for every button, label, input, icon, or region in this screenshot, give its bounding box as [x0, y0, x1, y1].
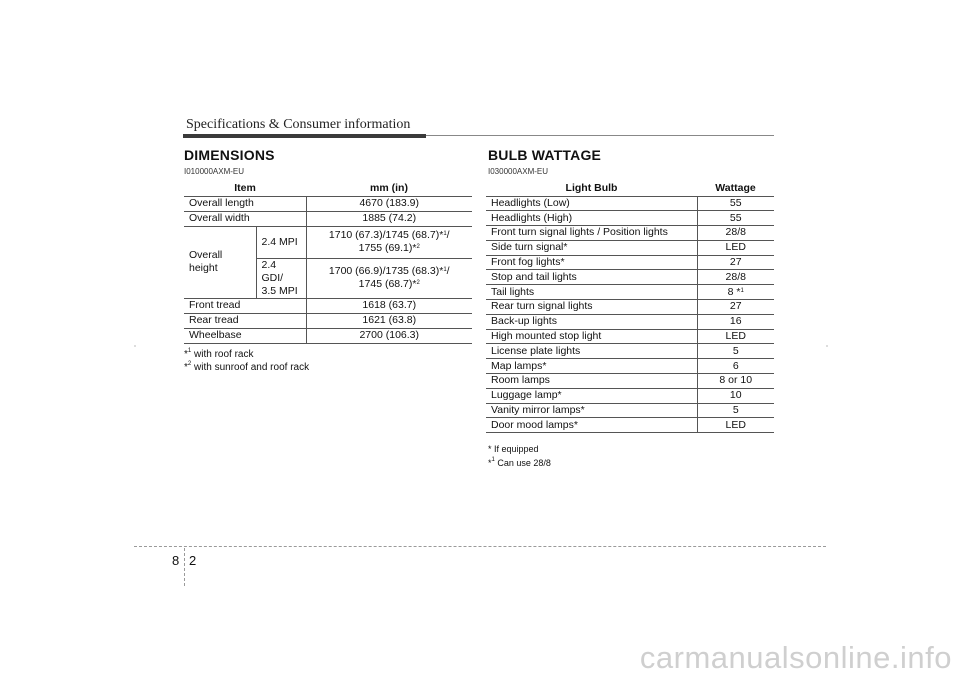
- table-row: [184, 196, 472, 211]
- bulb-name: Stop and tail lights: [486, 270, 697, 285]
- bulb-name: Side turn signal*: [486, 240, 697, 255]
- bulb-name: High mounted stop light: [486, 329, 697, 344]
- table-row: [486, 418, 774, 433]
- table-row: [486, 329, 774, 344]
- bulb-name: License plate lights: [486, 344, 697, 359]
- row-item: Front tread: [184, 298, 306, 313]
- bulb-wattage-table: [486, 181, 774, 433]
- bulb-name: Front turn signal lights / Position lights: [486, 226, 697, 241]
- table-row: [486, 226, 774, 241]
- bulb-name: Headlights (High): [486, 211, 697, 226]
- table-row: [486, 314, 774, 329]
- bulb-wattage: 8 or 10: [697, 374, 774, 389]
- bulb-wattage: 6: [697, 359, 774, 374]
- row-value: 1621 (63.8): [306, 313, 472, 328]
- table-row: [486, 388, 774, 403]
- col-header-item: Item: [184, 181, 306, 196]
- footer-rule: [134, 546, 826, 547]
- table-header-row: [184, 181, 472, 196]
- table-row: [184, 313, 472, 328]
- section-number: 8: [172, 553, 180, 568]
- table-row: [184, 211, 472, 226]
- dimensions-code: I010000AXM-EU: [184, 167, 245, 176]
- bulb-wattage: 28/8: [697, 270, 774, 285]
- bulb-wattage: 27: [697, 255, 774, 270]
- footnote: * If equipped: [488, 444, 539, 454]
- bulb-wattage: 5: [697, 403, 774, 418]
- height-value: 1710 (67.3)/1745 (68.7)*$^1$/ 1755 (69.1)*$^2$: [306, 226, 472, 258]
- footer-divider: [184, 548, 185, 586]
- bulb-wattage: LED: [697, 418, 774, 433]
- bulb-name: Headlights (Low): [486, 196, 697, 211]
- table-row: [486, 359, 774, 374]
- header-rule-thin: [426, 135, 774, 136]
- table-row: [184, 226, 472, 258]
- bulb-wattage: LED: [697, 240, 774, 255]
- row-value: 4670 (183.9): [306, 196, 472, 211]
- engine-label: 2.4 MPI: [256, 226, 306, 258]
- bulb-wattage: 8 *$^1$: [697, 285, 774, 300]
- table-row: [486, 374, 774, 389]
- bulb-name: Vanity mirror lamps*: [486, 403, 697, 418]
- bulb-name: Front fog lights*: [486, 255, 697, 270]
- table-row: [486, 270, 774, 285]
- bulb-wattage: 5: [697, 344, 774, 359]
- bulb-name: Rear turn signal lights: [486, 300, 697, 315]
- dimensions-table: [184, 181, 472, 344]
- footnote: *$^1$ Can use 28/8: [488, 457, 551, 468]
- table-row: [486, 344, 774, 359]
- height-value: 1700 (66.9)/1735 (68.3)*$^1$/ 1745 (68.7)*$^2$: [306, 258, 472, 298]
- bulb-name: Tail lights: [486, 285, 697, 300]
- row-value: 2700 (106.3): [306, 328, 472, 343]
- col-header-bulb: Light Bulb: [486, 181, 697, 196]
- overall-height-label: Overall height: [184, 226, 256, 298]
- bulb-wattage-code: I030000AXM-EU: [488, 167, 549, 176]
- bulb-name: Room lamps: [486, 374, 697, 389]
- table-row: [486, 211, 774, 226]
- crop-mark: [826, 345, 828, 347]
- bulb-name: Map lamps*: [486, 359, 697, 374]
- table-row: [184, 298, 472, 313]
- page-number: 2: [189, 553, 197, 568]
- footnote: *$^1$ with roof rack: [184, 348, 254, 360]
- table-row: [486, 196, 774, 211]
- bulb-wattage: 27: [697, 300, 774, 315]
- page-header-title: Specifications & Consumer information: [186, 117, 411, 132]
- crop-mark: [134, 345, 136, 347]
- row-item: Wheelbase: [184, 328, 306, 343]
- table-row: [486, 240, 774, 255]
- table-row: [486, 403, 774, 418]
- bulb-wattage: 28/8: [697, 226, 774, 241]
- engine-label: 2.4 GDI/ 3.5 MPI: [256, 258, 306, 298]
- bulb-name: Luggage lamp*: [486, 388, 697, 403]
- bulb-wattage-title: BULB WATTAGE: [488, 147, 602, 163]
- bulb-name: Door mood lamps*: [486, 418, 697, 433]
- bulb-name: Back-up lights: [486, 314, 697, 329]
- table-header-row: [486, 181, 774, 196]
- table-row: [486, 300, 774, 315]
- row-item: Rear tread: [184, 313, 306, 328]
- table-row: [184, 328, 472, 343]
- table-row: [486, 255, 774, 270]
- row-item: Overall length: [184, 196, 306, 211]
- row-item: Overall width: [184, 211, 306, 226]
- dimensions-title: DIMENSIONS: [184, 147, 275, 163]
- col-header-mm: mm (in): [306, 181, 472, 196]
- bulb-wattage: LED: [697, 329, 774, 344]
- row-value: 1618 (63.7): [306, 298, 472, 313]
- footnote: *$^2$ with sunroof and roof rack: [184, 361, 310, 373]
- watermark: carmanualsonline.info: [639, 640, 952, 675]
- bulb-wattage: 55: [697, 211, 774, 226]
- bulb-wattage: 55: [697, 196, 774, 211]
- bulb-wattage: 16: [697, 314, 774, 329]
- row-value: 1885 (74.2): [306, 211, 472, 226]
- header-rule: [183, 134, 426, 138]
- col-header-wattage: Wattage: [697, 181, 774, 196]
- bulb-wattage: 10: [697, 388, 774, 403]
- table-row: [486, 285, 774, 300]
